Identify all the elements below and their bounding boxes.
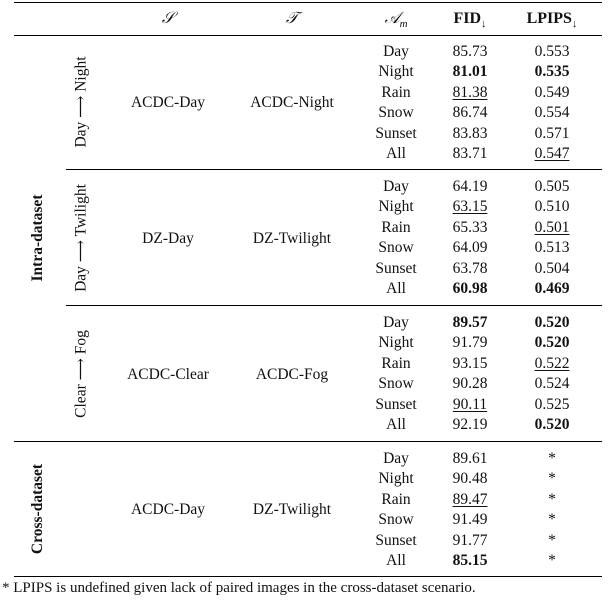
fid-cell: 63.78 (452, 259, 488, 277)
augmentation-cell: Night (378, 334, 414, 352)
lpips-cell: * (548, 552, 556, 569)
fid-cell: 85.15 (452, 552, 488, 569)
lpips-cell: 0.501 (534, 218, 570, 236)
augmentation-cell: Rain (381, 490, 411, 508)
fid-cell: 63.15 (452, 198, 488, 216)
fid-cell: 64.09 (452, 239, 488, 257)
fid-cell: 89.47 (452, 490, 488, 508)
lpips-cell: 0.549 (534, 83, 570, 101)
lpips-cell: 0.571 (534, 124, 570, 142)
lpips-cell: 0.525 (534, 395, 570, 413)
lpips-cell: 0.553 (534, 43, 570, 60)
lpips-cell: 0.522 (534, 354, 570, 372)
block-rule (66, 169, 602, 170)
lpips-cell: * (548, 450, 556, 467)
augmentation-cell: Sunset (375, 259, 417, 277)
augmentation-cell: Snow (378, 104, 414, 122)
fid-cell: 85.73 (452, 43, 488, 60)
fid-cell: 92.19 (452, 416, 488, 433)
block-source: DZ-Day (142, 230, 194, 247)
lpips-cell: * (548, 490, 556, 508)
lpips-cell: 0.554 (534, 104, 570, 122)
augmentation-cell: All (386, 416, 406, 433)
fid-cell: 89.57 (452, 314, 488, 331)
augmentation-cell: Night (378, 63, 414, 81)
fid-cell: 91.77 (452, 531, 488, 549)
fid-cell: 81.38 (452, 83, 488, 101)
lpips-cell: 0.504 (534, 259, 570, 277)
lpips-cell: 0.520 (534, 314, 570, 331)
fid-cell: 91.49 (452, 511, 488, 529)
group-rule (14, 441, 602, 442)
lpips-cell: 0.510 (534, 198, 570, 216)
fid-cell: 90.48 (452, 470, 488, 488)
block-target: ACDC-Night (250, 94, 334, 111)
fid-cell: 83.71 (452, 145, 488, 162)
header-fid: $FID_↓$ (453, 10, 487, 31)
block-target: DZ-Twilight (252, 501, 332, 518)
augmentation-cell: Day (383, 450, 409, 467)
fid-cell: 81.01 (452, 63, 488, 81)
lpips-cell: 0.524 (534, 375, 570, 393)
augmentation-cell: All (386, 552, 406, 569)
lpips-cell: 0.535 (534, 63, 570, 81)
lpips-cell: 0.505 (534, 178, 570, 195)
lpips-cell: * (548, 470, 556, 488)
augmentation-cell: Snow (378, 239, 414, 257)
footnote: * LPIPS is undefined given lack of paired images in the cross-dataset scenario. (2, 580, 476, 596)
bottom-rule (14, 576, 602, 577)
header-lpips: $LPIPS_↓$ (526, 10, 578, 31)
augmentation-cell: Sunset (375, 124, 417, 142)
group-label-intra: Intra-dataset (29, 194, 46, 282)
fid-cell: 86.74 (452, 104, 488, 122)
augmentation-cell: All (386, 280, 406, 297)
augmentation-cell: Night (378, 470, 414, 488)
lpips-cell: * (548, 531, 556, 549)
block-label: Day ⟶ Twilight (72, 184, 90, 292)
fid-cell: 60.98 (452, 280, 488, 297)
block-target: ACDC-Fog (255, 366, 329, 383)
fid-cell: 65.33 (452, 218, 488, 236)
augmentation-cell: Day (383, 43, 409, 60)
fid-cell: 89.61 (452, 450, 488, 467)
header-augmentation: 𝒜$_m$ (384, 10, 408, 31)
group-label-cross: Cross-dataset (29, 463, 46, 555)
header-rule (14, 35, 602, 36)
block-source: ACDC-Clear (127, 366, 209, 383)
block-source: ACDC-Day (130, 94, 206, 111)
fid-cell: 90.11 (452, 395, 488, 413)
lpips-cell: 0.547 (534, 145, 570, 162)
block-label: Clear ⟶ Fog (72, 330, 90, 418)
block-label: Day ⟶ Night (72, 56, 90, 148)
top-rule (14, 2, 602, 3)
block-target: DZ-Twilight (252, 230, 332, 247)
augmentation-cell: Day (383, 178, 409, 195)
header-source: 𝒮 (161, 10, 175, 27)
augmentation-cell: Snow (378, 375, 414, 393)
lpips-cell: * (548, 511, 556, 529)
augmentation-cell: Rain (381, 354, 411, 372)
lpips-cell: 0.513 (534, 239, 570, 257)
augmentation-cell: Sunset (375, 395, 417, 413)
lpips-cell: 0.520 (534, 334, 570, 352)
fid-cell: 83.83 (452, 124, 488, 142)
fid-cell: 91.79 (452, 334, 488, 352)
augmentation-cell: Night (378, 198, 414, 216)
lpips-cell: 0.520 (534, 416, 570, 433)
augmentation-cell: Sunset (375, 531, 417, 549)
augmentation-cell: Snow (378, 511, 414, 529)
header-target: 𝒯 (285, 10, 299, 27)
fid-cell: 90.28 (452, 375, 488, 393)
block-source: ACDC-Day (130, 501, 206, 518)
fid-cell: 64.19 (452, 178, 488, 195)
block-rule (66, 305, 602, 306)
augmentation-cell: Rain (381, 218, 411, 236)
lpips-cell: 0.469 (534, 280, 570, 297)
augmentation-cell: Day (383, 314, 409, 331)
augmentation-cell: All (386, 145, 406, 162)
augmentation-cell: Rain (381, 83, 411, 101)
fid-cell: 93.15 (452, 354, 488, 372)
